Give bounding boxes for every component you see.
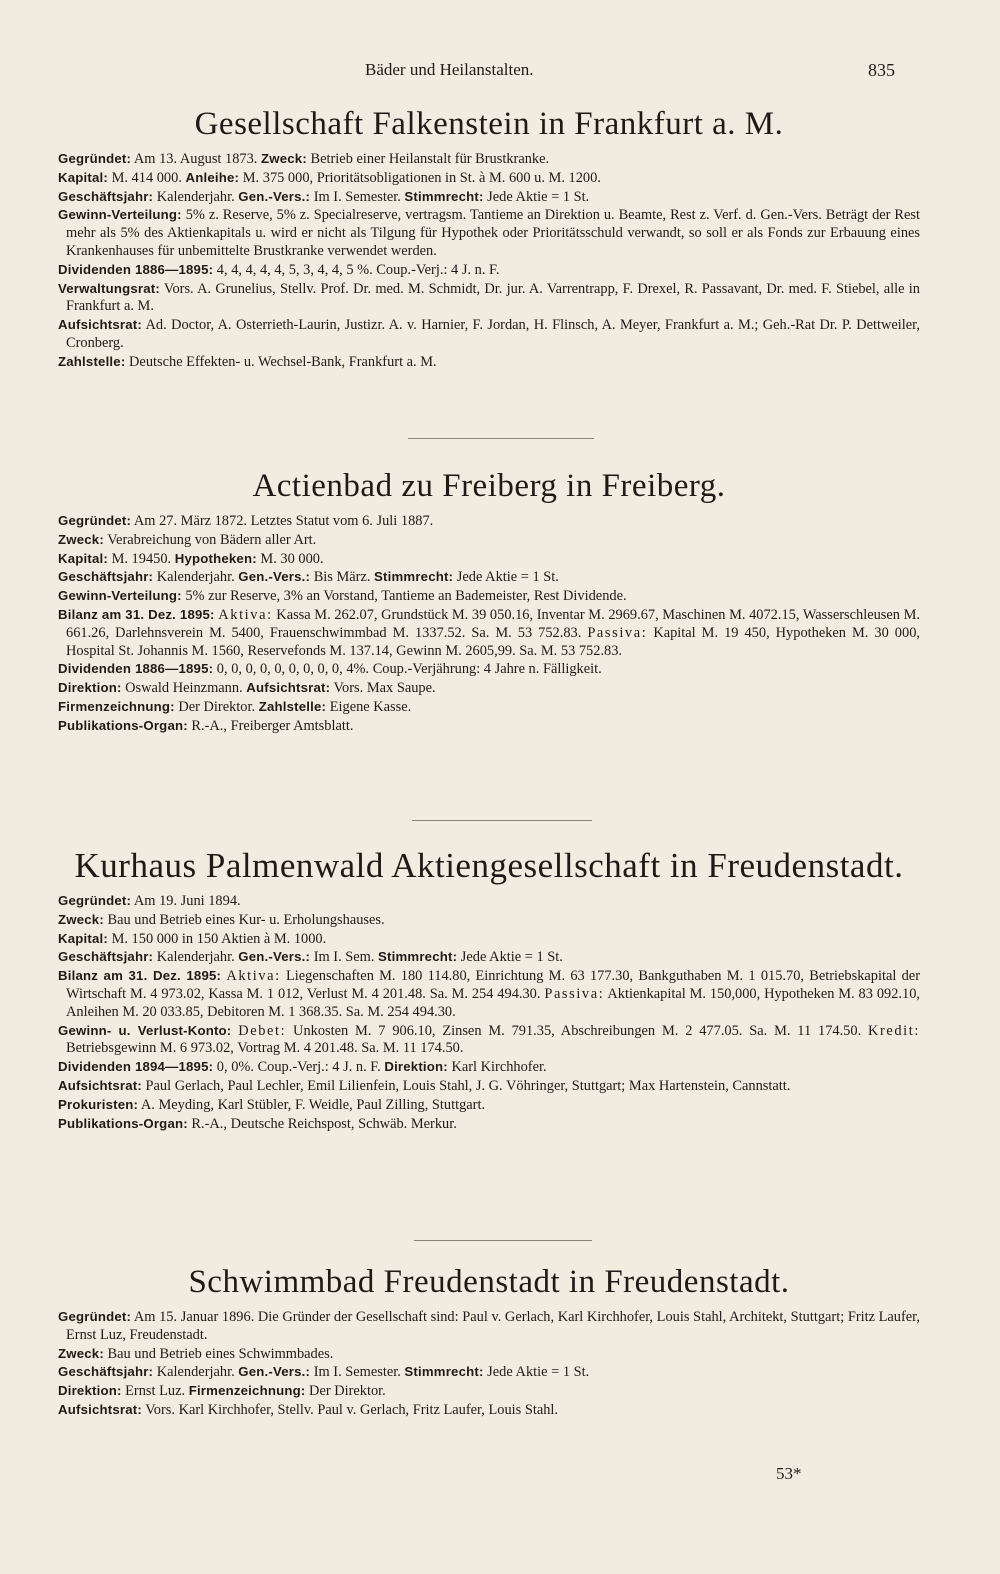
entry-keyword: Gen.-Vers.: [238, 569, 311, 585]
entry-keyword: Geschäftsjahr: [58, 569, 154, 585]
entry-text: Jede Aktie = 1 St. [457, 949, 563, 966]
entry-text: 0, 0%. Coup.-Verj.: 4 J. n. F. [213, 1059, 385, 1076]
entry-keyword: Zahlstelle: [58, 353, 126, 369]
entry [58, 1077, 920, 1096]
spaced-label: Aktiva: [218, 606, 273, 623]
entry [58, 1308, 920, 1345]
running-head [0, 60, 1000, 86]
entry-keyword: Aufsichtsrat: [58, 317, 142, 333]
entry [58, 1115, 920, 1134]
entry-keyword: Dividenden 1894—1895: [58, 1059, 214, 1075]
entry-keyword: Gen.-Vers.: [238, 949, 311, 965]
entry [58, 1096, 920, 1115]
entry [58, 967, 920, 1021]
entry [58, 948, 920, 967]
page-number: 835 [868, 60, 895, 80]
entry-text: Unkosten M. 7 906.10, Zinsen M. 791.35, Abschreibungen M. 2 477.05. Sa. M. 11 174.50. [286, 1022, 869, 1039]
entry-text: Bis März. [310, 569, 375, 586]
entry [58, 261, 920, 280]
entry [58, 679, 920, 698]
entry-text: Kalenderjahr. [153, 1364, 239, 1381]
entry-text: 4, 4, 4, 4, 4, 5, 3, 4, 4, 5 %. Coup.-Verj.: 4 J. n. F. [213, 261, 500, 278]
entry [58, 550, 920, 569]
entry-text: Am 15. Januar 1896. Die Gründer der Gesellschaft sind: Paul v. Gerlach, Karl Kirchhofer, Louis Stahl, Architekt, Stuttgart; Fritz Laufer, Ernst Luz, Freudenstadt. [66, 1309, 920, 1343]
entry-text: R.-A., Freiberger Amtsblatt. [187, 717, 354, 734]
entry [58, 531, 920, 550]
entry-text: M. 19450. [107, 550, 175, 567]
entry [58, 892, 920, 911]
entry-keyword: Gen.-Vers.: [238, 188, 311, 204]
entry-text: Ernst Luz. [121, 1383, 189, 1400]
entry [58, 512, 920, 531]
entry-keyword: Stimmrecht: [374, 569, 454, 585]
entry-text: Bau und Betrieb eines Schwimmbades. [103, 1345, 334, 1362]
entry [58, 606, 920, 660]
entry-text: M. 414 000. [107, 169, 186, 186]
section-actienbad-freiberg [58, 466, 920, 736]
entry [58, 188, 920, 207]
entry-text: R.-A., Deutsche Reichspost, Schwäb. Merkur. [187, 1115, 457, 1132]
entry [58, 1382, 920, 1401]
entry-text: Jede Aktie = 1 St. [453, 569, 559, 586]
entry-text: Der Direktor. [174, 698, 259, 715]
entry-text: Ad. Doctor, A. Osterrieth-Laurin, Justizr. A. v. Harnier, F. Jordan, H. Flinsch, A. Meyer, Frankfurt a. M.; Geh.-Rat Dr. P. Dettweiler, Cronberg. [66, 317, 920, 351]
entry-keyword: Hypotheken: [174, 550, 257, 566]
entry-keyword: Verwaltungsrat: [58, 280, 160, 296]
entry-keyword: Bilanz am 31. Dez. 1895: [58, 606, 215, 622]
entry-text: Am 27. März 1872. Letztes Statut vom 6. Juli 1887. [131, 513, 434, 529]
entry [58, 1058, 920, 1077]
entry-keyword: Aufsichtsrat: [58, 1077, 142, 1093]
entry-keyword: Publikations-Organ: [58, 717, 188, 733]
entry [58, 169, 920, 188]
entry [58, 911, 920, 930]
entry-text: M. 30 000. [256, 550, 324, 567]
entry-keyword: Direktion: [58, 680, 122, 696]
entry-keyword: Kapital: [58, 930, 108, 946]
entry-keyword: Zahlstelle: [258, 698, 327, 714]
entry-keyword: Gewinn-Verteilung: [58, 588, 182, 604]
entry [58, 150, 920, 169]
entry-text: Am 13. August 1873. [131, 151, 262, 167]
entry-keyword: Stimmrecht: [404, 188, 484, 204]
section-body [58, 150, 920, 372]
entry-text: Betrieb einer Heilanstalt für Brustkranke. [306, 151, 550, 167]
entry-text: Kalenderjahr. [153, 569, 239, 586]
entry-text: Betriebsgewinn M. 6 973.02, Vortrag M. 4 201.48. Sa. M. 11 174.50. [66, 1040, 464, 1057]
spaced-label: Debet: [238, 1022, 287, 1039]
spaced-label: Kredit: [868, 1022, 920, 1039]
entry-keyword: Zweck: [261, 151, 307, 166]
entry-text: M. 375 000, Prioritätsobligationen in St. à M. 600 u. M. 1200. [239, 169, 601, 186]
entry-text: Kapital M. 19 450, Hypotheken M. 30 000, Hospital St. Johannis M. 1560, Reservefonds M. 137.14, Gewinn M. 2605,99. Sa. M. 53 752.83. [66, 624, 920, 659]
entry-keyword: Prokuristen: [58, 1096, 139, 1112]
section-body [58, 512, 920, 736]
entry-keyword: Stimmrecht: [378, 949, 458, 965]
entry-text: Oswald Heinzmann. [121, 680, 247, 697]
entry-text: Der Direktor. [305, 1383, 386, 1400]
entry [58, 1345, 920, 1364]
entry [58, 1022, 920, 1059]
entry-keyword: Gegründet: [58, 893, 132, 908]
section-divider [408, 438, 594, 439]
entry-keyword: Bilanz am 31. Dez. 1895: [58, 968, 222, 984]
entry [58, 660, 920, 679]
entry-keyword: Kapital: [58, 169, 108, 185]
entry-keyword: Stimmrecht: [404, 1364, 484, 1380]
entry-keyword: Zweck: [58, 911, 104, 927]
entry-text: Kalenderjahr. [153, 949, 239, 966]
entry-text: 0, 0, 0, 0, 0, 0, 0, 0, 0, 4%. Coup.-Verjährung: 4 Jahre n. Fälligkeit. [213, 661, 602, 678]
entry-keyword: Zweck: [58, 1345, 104, 1361]
signature-mark: 53* [776, 1464, 802, 1483]
entry-keyword: Aufsichtsrat: [58, 1401, 142, 1417]
entry-keyword: Gewinn- u. Verlust-Konto: [58, 1022, 232, 1038]
entry [58, 353, 920, 372]
entry-keyword: Geschäftsjahr: [58, 949, 154, 965]
entry-text: Vors. Karl Kirchhofer, Stellv. Paul v. Gerlach, Fritz Laufer, Louis Stahl. [141, 1401, 559, 1418]
entry [58, 206, 920, 260]
entry-keyword: Gewinn-Verteilung: [58, 207, 182, 223]
entry-keyword: Firmenzeichnung: [58, 698, 175, 714]
entry-text: Karl Kirchhofer. [447, 1059, 547, 1076]
section-title: Kurhaus Palmenwald Aktiengesellschaft in Freudenstadt. [74, 846, 904, 885]
entry-keyword: Direktion: [384, 1059, 448, 1075]
entry-text: Vors. A. Grunelius, Stellv. Prof. Dr. med. M. Schmidt, Dr. jur. A. Varrentrapp, F. Drexel, R. Passavant, Dr. med. F. Stiebel, alle in Frankfurt a. M. [66, 280, 920, 315]
section-title: Schwimmbad Freudenstadt in Freudenstadt. [188, 1264, 790, 1300]
entry-keyword: Kapital: [58, 550, 108, 566]
entry-keyword: Dividenden 1886—1895: [58, 261, 214, 277]
entry-text: 5% z. Reserve, 5% z. Specialreserve, vertragsm. Tantieme an Direktion u. Beamte, Rest z. Verf. d. Gen.-Vers. Beträgt der Rest mehr als 5% des Aktienkapitals u. wird er nicht als Tilgung für Hypothek oder Prioritätsschuld verwandt, so soll er als Fonds zur Erbauung eines Krankenhauses für unbemittelte Brustkranke verwendet werden. [66, 207, 920, 259]
entry-keyword: Geschäftsjahr: [58, 188, 154, 204]
section-body [58, 1308, 920, 1420]
section-kurhaus-palmenwald [58, 846, 920, 1133]
entry [58, 930, 920, 949]
entry-text: Im I. Semester. [310, 1364, 405, 1381]
entry-text: Am 19. Juni 1894. [131, 893, 241, 909]
entry-keyword: Aufsichtsrat: [246, 680, 331, 696]
entry-text: A. Meyding, Karl Stübler, F. Weidle, Paul Zilling, Stuttgart. [138, 1096, 486, 1113]
entry-keyword: Anleihe: [185, 169, 240, 185]
section-divider [414, 1240, 592, 1241]
entry-keyword: Zweck: [58, 531, 104, 547]
entry-keyword: Gen.-Vers.: [238, 1364, 311, 1380]
entry-text: Deutsche Effekten- u. Wechsel-Bank, Frankfurt a. M. [125, 353, 437, 370]
entry-keyword: Publikations-Organ: [58, 1115, 188, 1131]
entry-text: Im I. Sem. [310, 949, 379, 966]
entry-text: Aktienkapital M. 150,000, Hypotheken M. 83 092.10, Anleihen M. 20 033.85, Debitoren M. 1 368.35. Sa. M. 254 494.30. [66, 985, 920, 1020]
spaced-label: Passiva: [544, 985, 605, 1002]
entry-keyword: Gegründet: [58, 151, 132, 166]
entry [58, 568, 920, 587]
entry-text: Verabreichung von Bädern aller Art. [103, 531, 317, 548]
entry-text: Jede Aktie = 1 St. [483, 1364, 590, 1381]
entry-text: Paul Gerlach, Paul Lechler, Emil Lilienfein, Louis Stahl, J. G. Vöhringer, Stuttgart; Max Hartenstein, Cannstatt. [141, 1077, 791, 1094]
section-title: Actienbad zu Freiberg in Freiberg. [252, 468, 726, 504]
entry-text: Im I. Semester. [310, 188, 405, 205]
entry-text: Jede Aktie = 1 St. [483, 188, 590, 205]
entry-keyword: Gegründet: [58, 513, 132, 528]
entry-keyword: Gegründet: [58, 1309, 132, 1324]
section-divider [412, 820, 592, 821]
section-falkenstein [58, 104, 920, 372]
entry [58, 1363, 920, 1382]
entry [58, 280, 920, 317]
spaced-label: Passiva: [587, 624, 648, 641]
section-schwimmbad-freudenstadt [58, 1262, 920, 1420]
entry-text: 5% zur Reserve, 3% an Vorstand, Tantieme an Bademeister, Rest Dividende. [181, 588, 627, 605]
section-body [58, 892, 920, 1133]
spaced-label: Aktiva: [226, 968, 281, 985]
entry [58, 1401, 920, 1420]
entry [58, 587, 920, 606]
entry [58, 717, 920, 736]
entry-keyword: Geschäftsjahr: [58, 1364, 154, 1380]
entry [58, 316, 920, 353]
entry-keyword: Firmenzeichnung: [188, 1383, 306, 1399]
entry [58, 698, 920, 717]
entry-text: Kassa M. 262.07, Grundstück M. 39 050.16, Inventar M. 2969.67, Maschinen M. 4072.15, Wasserschleusen M. 661.26, Darlehnsverein M. 5400, Frauenschwimmbad M. 1337.52. Sa. M. 53 752.83. [66, 606, 920, 641]
entry-text: Kalenderjahr. [153, 188, 239, 205]
entry-keyword: Direktion: [58, 1383, 122, 1399]
section-title: Gesellschaft Falkenstein in Frankfurt a. M. [194, 106, 784, 142]
running-title: Bäder und Heilanstalten. [365, 60, 534, 79]
entry-text: M. 150 000 in 150 Aktien à M. 1000. [107, 930, 327, 947]
entry-text: Bau und Betrieb eines Kur- u. Erholungshauses. [103, 911, 385, 928]
entry-keyword: Dividenden 1886—1895: [58, 661, 214, 677]
entry-text: Eigene Kasse. [326, 698, 412, 715]
entry-text: Liegenschaften M. 180 114.80, Einrichtung M. 63 177.30, Bankguthaben M. 1 015.70, Betriebskapital der Wirtschaft M. 4 973.02, Kassa M. 1 012, Verlust M. 4 201.48. Sa. M. 254 494.30. [66, 968, 920, 1002]
entry-text: Vors. Max Saupe. [330, 680, 436, 697]
